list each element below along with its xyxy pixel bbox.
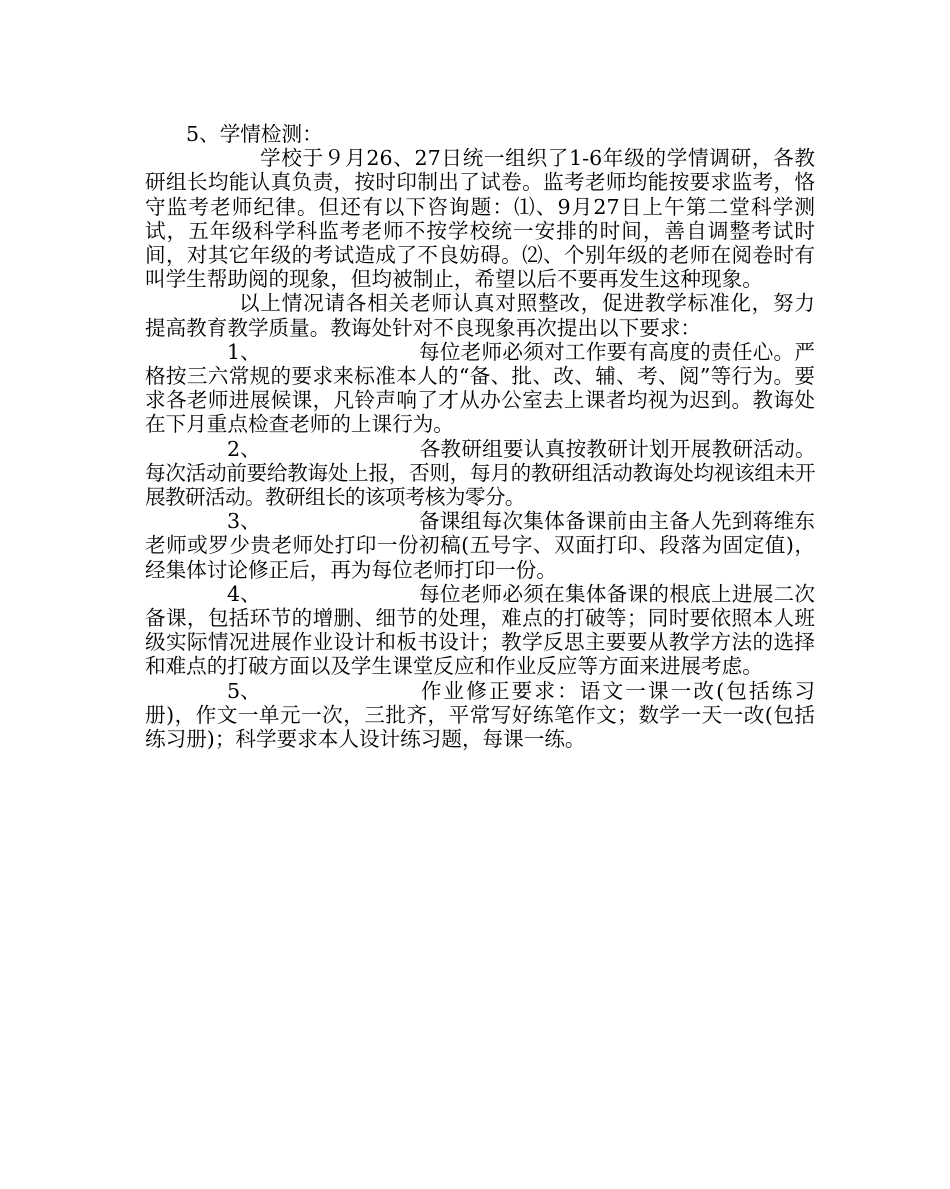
requirement-number: 2、 (227, 436, 261, 461)
requirement-number: 5、 (227, 678, 261, 703)
requirement-item (145, 509, 815, 582)
requirement-text: 每位老师必须对工作要有高度的责任心。严格按三六常规的要求来标准本人的“备、批、改、辅、考、阅”等行为。要求各老师进展候课，凡铃声响了才从办公室去上课者均视为迟到。教诲处在下月重点检查老师的上课行为。 (145, 339, 815, 437)
requirement-text: 每位老师必须在集体备课的根底上进展二次备课，包括环节的增删、细节的处理，难点的打破等；同时要依照本人班级实际情况进展作业设计和板书设计；教学反思主要要从教学方法的选择和难点的打破方面以及学生课堂反应和作业反应等方面来进展考虑。 (145, 581, 815, 679)
requirement-number: 1、 (227, 339, 261, 364)
requirement-text: 各教研组要认真按教研计划开展教研活动。每次活动前要给教诲处上报，否则，每月的教研组活动教诲处均视该组未开展教研活动。教研组长的该项考核为零分。 (145, 436, 815, 510)
requirement-text: 备课组每次集体备课前由主备人先到蒋维东老师或罗少贵老师处打印一份初稿(五号字、双面打印、段落为固定值)，经集体讨论修正后，再为每位老师打印一份。 (145, 509, 815, 582)
requirement-item (145, 437, 815, 510)
requirement-item (145, 582, 815, 679)
requirement-number: 3、 (227, 509, 261, 534)
paragraph-exam-report: 学校于９月26、27日统一组织了1-6年级的学情调研，各教研组长均能认真负责，按时印制出了试卷。监考老师均能按要求监考，恪守监考老师纪律。但还有以下咨询题：⑴、9月27日上午第二堂科学测试，五年级科学科监考老师不按学校统一安排的时间，善自调整考试时间，对其它年级的考试造成了不良妨碍。⑵、个别年级的老师在阅卷时有叫学生帮助阅的现象，但均被制止，希望以后不要再发生这种现象。 (145, 146, 815, 292)
document-body (145, 122, 815, 751)
requirement-number: 4、 (227, 581, 261, 606)
requirement-item (145, 340, 815, 437)
requirement-item (145, 679, 815, 752)
section-heading: 5、学情检测： (186, 122, 323, 146)
paragraph-summary: 以上情况请各相关老师认真对照整改，促进教学标准化，努力提高教育教学质量。教诲处针对不良现象再次提出以下要求： (145, 291, 815, 340)
requirement-text: 作业修正要求：语文一课一改(包括练习册)，作文一单元一次，三批齐，平常写好练笔作文；数学一天一改(包括练习册)；科学要求本人设计练习题，每课一练。 (145, 678, 815, 752)
